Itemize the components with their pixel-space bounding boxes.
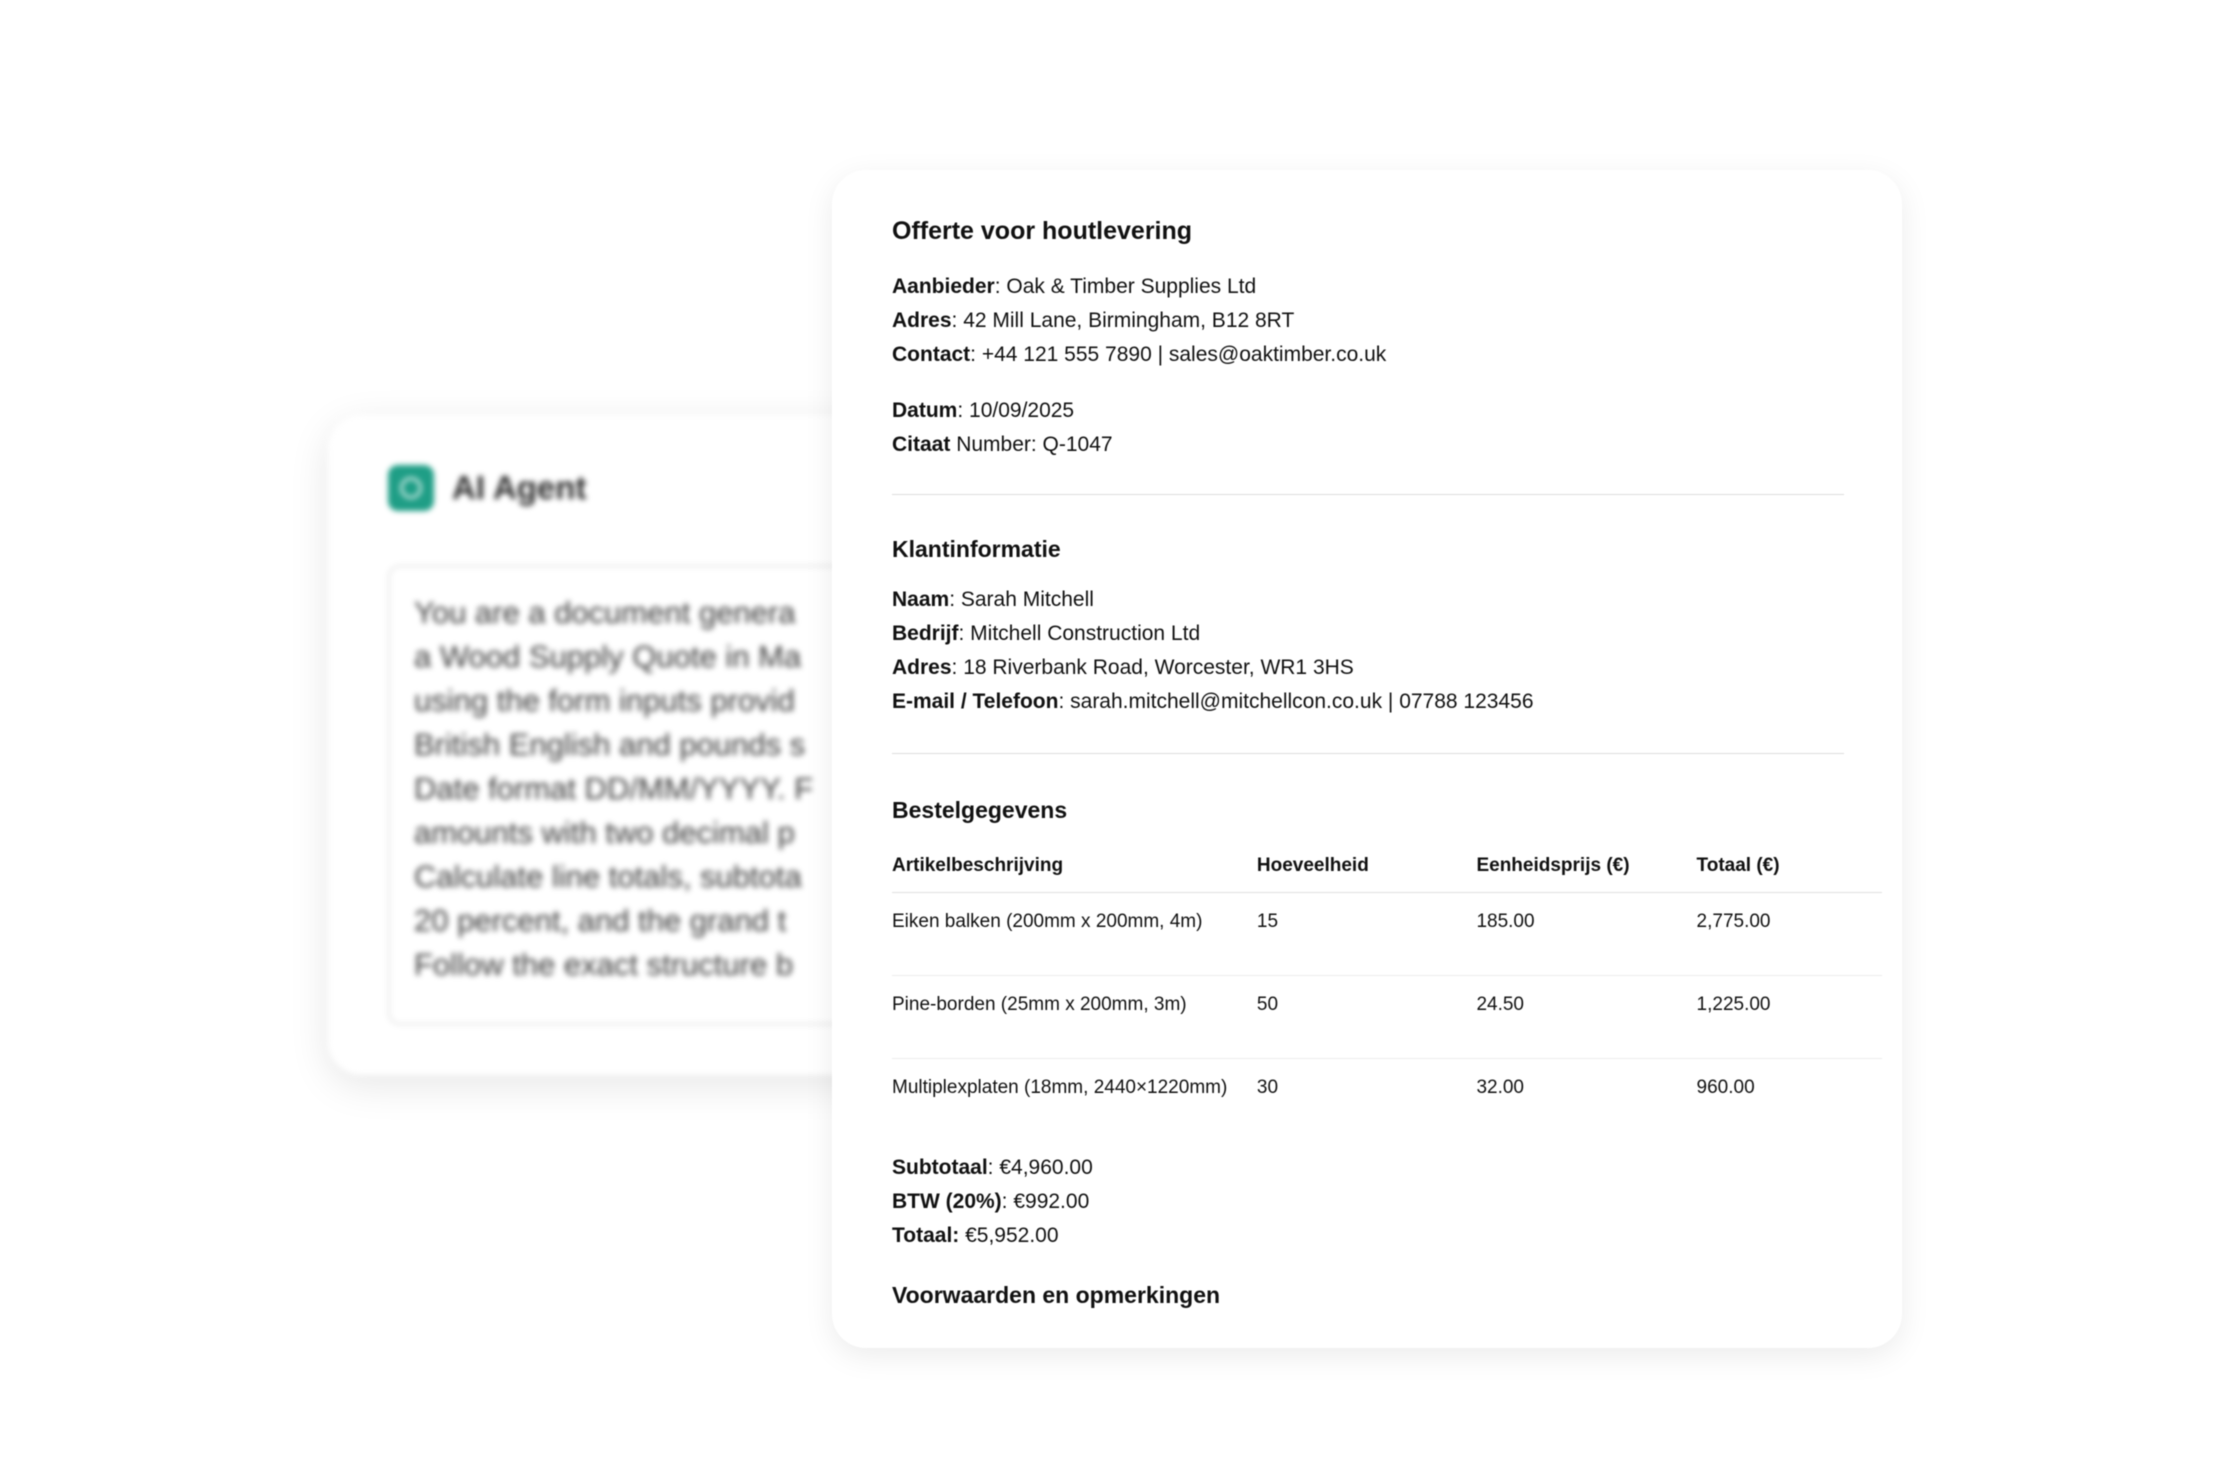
- column-header-quantity: Hoeveelheid: [1257, 840, 1477, 893]
- terms-section-title: Voorwaarden en opmerkingen: [892, 1282, 1221, 1308]
- item-quantity: 30: [1256, 1077, 1279, 1098]
- item-quantity: 50: [1257, 976, 1477, 1059]
- prompt-line: Follow the exact structure b: [414, 947, 794, 982]
- prompt-line: British English and pounds s: [414, 727, 806, 762]
- totals-block: [892, 1151, 1872, 1253]
- supplier-name: Aanbieder: Oak & Timber Supplies Ltd: [892, 275, 1257, 298]
- client-section-title: Klantinformatie: [892, 536, 1061, 562]
- prompt-line: amounts with two decimal p: [414, 815, 795, 850]
- item-unit-price: 32.00: [1476, 1077, 1524, 1098]
- quote-document: [832, 170, 1902, 1348]
- client-company: Bedrijf: Mitchell Construction Ltd: [892, 622, 1201, 645]
- item-description: Eiken balken (200mm x 200mm, 4m): [892, 893, 1257, 976]
- grand-total: Totaal: €5,952.00: [892, 1224, 1059, 1247]
- prompt-line: 20 percent, and the grand t: [414, 903, 787, 938]
- column-header-description: Artikelbeschrijving: [892, 840, 1257, 893]
- table-row: [892, 893, 1882, 976]
- item-total: 2,775.00: [1697, 893, 1882, 976]
- supplier-address: Adres: 42 Mill Lane, Birmingham, B12 8RT: [892, 309, 1295, 332]
- prompt-line: Date format DD/MM/YYYY. F: [414, 771, 814, 806]
- item-quantity: 15: [1257, 893, 1477, 976]
- client-name: Naam: Sarah Mitchell: [892, 588, 1094, 611]
- table-row: [892, 1059, 1882, 1142]
- table-header-row: [892, 840, 1882, 893]
- client-contact: E-mail / Telefoon: sarah.mitchell@mitchellcon.co.uk | 07788 123456: [892, 690, 1534, 713]
- agent-header: [388, 465, 586, 511]
- subtotal: Subtotaal: €4,960.00: [892, 1156, 1093, 1179]
- prompt-line: Calculate line totals, subtota: [414, 859, 802, 894]
- vat: BTW (20%): €992.00: [892, 1190, 1090, 1213]
- item-total: 1,225.00: [1697, 976, 1882, 1059]
- quote-date: Datum: 10/09/2025: [892, 399, 1075, 422]
- agent-title: AI Agent: [452, 469, 587, 506]
- item-total: 960.00: [1696, 1077, 1755, 1098]
- order-section-title: Bestelgegevens: [892, 797, 1068, 823]
- supplier-contact: Contact: +44 121 555 7890 | sales@oaktimber.co.uk: [892, 343, 1387, 366]
- item-description: Multiplexplaten (18mm, 2440×1220mm): [892, 1077, 1228, 1098]
- agent-logo-icon: [388, 465, 434, 511]
- column-header-total: Totaal (€): [1697, 840, 1882, 893]
- item-description: Pine-borden (25mm x 200mm, 3m): [892, 976, 1257, 1059]
- item-unit-price: 24.50: [1476, 976, 1696, 1059]
- document-title: Offerte voor houtlevering: [892, 217, 1193, 245]
- prompt-line: using the form inputs provid: [414, 683, 795, 718]
- prompt-line: You are a document genera: [414, 595, 796, 630]
- order-items-table: [892, 840, 1882, 1141]
- quote-number: Citaat Number: Q-1047: [892, 433, 1113, 456]
- prompt-line: a Wood Supply Quote in Ma: [414, 639, 802, 674]
- column-header-unit-price: Eenheidsprijs (€): [1476, 840, 1696, 893]
- item-unit-price: 185.00: [1476, 893, 1696, 976]
- table-row: [892, 976, 1882, 1059]
- client-address: Adres: 18 Riverbank Road, Worcester, WR1 3HS: [892, 656, 1354, 679]
